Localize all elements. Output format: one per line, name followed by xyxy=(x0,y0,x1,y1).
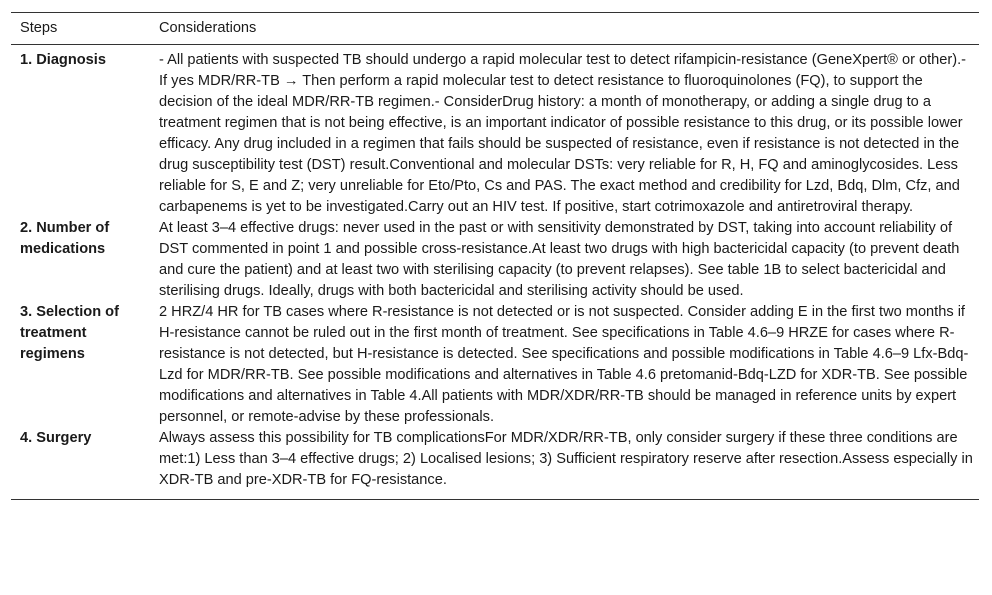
table-header xyxy=(11,13,979,45)
consideration-cell: At least 3–4 effective drugs: never used in the past or with sensitivity demonstrated by DST, taking into account reliability of DST commented in point 1 and possible cross-resistance.At least two drugs with high bactericidal capacity (to prevent death and cure the patient) and at least two with sterilising capacity (to prevent relapses). See table 1B to select bactericidal and sterilising drugs. Ideally, drugs with both bactericidal and sterilising activity should be used. xyxy=(159,220,960,299)
table-row-surgery xyxy=(11,428,979,500)
consideration-cell: 2 HRZ/4 HR for TB cases where R-resistance is not detected or is not suspected. Consider adding E in the first two months if H-resistance cannot be ruled out in the first month of treatment. See specifications in Table 4.6–9 HRZE for cases where R-resistance is not detected, but H-resistance is detected. See specifications and possible modifications in Table 4.6–9 Lfx-Bdq-Lzd for MDR/RR-TB. See possible modifications and alternatives in Table 4.6 pretomanid-Bdq-LZD for XDR-TB. See possible modifications and alternatives in Table 4.All patients with MDR/XDR/RR-TB should be managed in reference units by expert personnel, or remote-advise by these professionals. xyxy=(159,304,969,425)
table-row-number-of-medications xyxy=(11,218,979,302)
consideration-cell: - All patients with suspected TB should undergo a rapid molecular test to detect rifampicin-resistance (GeneXpert® or other).- If yes MDR/RR-TB → Then perform a rapid molecular test to detect resistance to fluoroquinolones (FQ), to support the decision of the ideal MDR/RR-TB regimen.- ConsiderDrug history: a month of monotherapy, or adding a single drug to a treatment regimen that is not being effective, is an important indicator of possible resistance to this drug, or its possible lower efficacy. Any drug included in a regimen that fails should be suspected of resistance, even if resistance is not detected in the drug susceptibility test (DST) result.Conventional and molecular DSTs: very reliable for R, H, FQ and aminoglycosides. Less reliable for S, E and Z; very unreliable for Eto/Pto, Cs and PAS. The exact method and credibility for Lzd, Bdq, Dlm, Cfz, and carbapenems is yet to be investigated.Carry out an HIV test. If positive, start cotrimoxazole and antiretroviral therapy. xyxy=(159,52,967,215)
table-row-diagnosis xyxy=(11,45,979,219)
step-cell: 2. Number of medications xyxy=(20,220,110,257)
step-cell: 1. Diagnosis xyxy=(20,52,106,68)
table-row-selection-of-regimens xyxy=(11,302,979,428)
table-body xyxy=(11,45,979,500)
header-row xyxy=(11,13,979,45)
header-steps: Steps xyxy=(11,13,150,45)
step-cell: 3. Selection of treatment regimens xyxy=(20,304,119,362)
tb-treatment-table xyxy=(11,12,979,500)
tb-treatment-table-container xyxy=(11,12,979,500)
step-cell: 4. Surgery xyxy=(11,428,150,500)
consideration-cell: Always assess this possibility for TB complicationsFor MDR/XDR/RR-TB, only consider surgery if these three conditions are met:1) Less than 3–4 effective drugs; 2) Localised lesions; 3) Sufficient respiratory reserve after resection.Assess especially in XDR-TB and pre-XDR-TB for FQ-resistance. xyxy=(150,428,979,500)
header-considerations: Considerations xyxy=(150,13,979,45)
